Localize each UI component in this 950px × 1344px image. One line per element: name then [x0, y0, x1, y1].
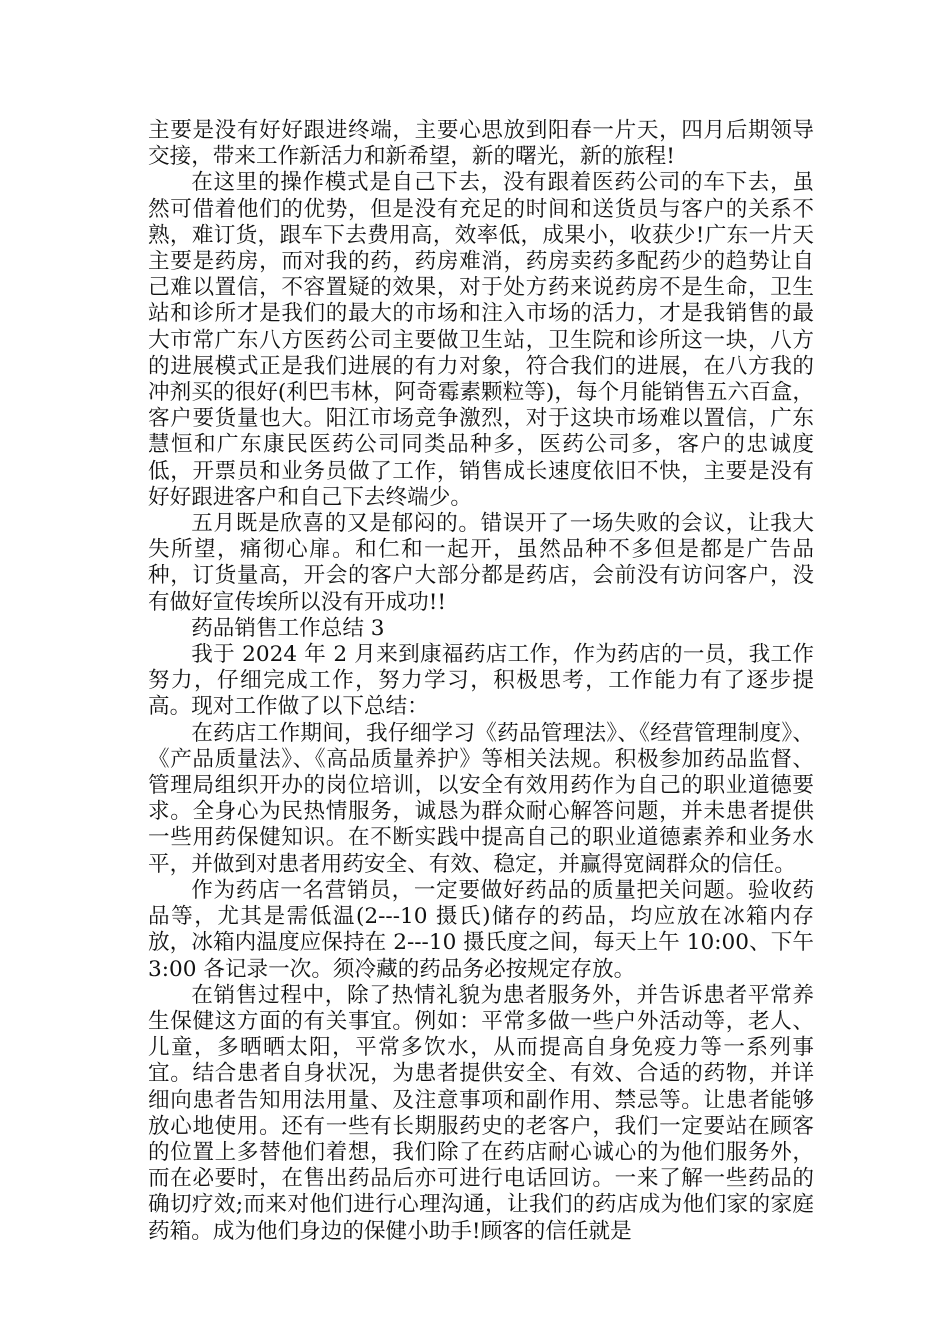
paragraph-continuation: 主要是没有好好跟进终端，主要心思放到阳春一片天，四月后期领导交接，带来工作新活力和新希望，新的曙光，新的旅程! — [148, 118, 814, 170]
paragraph-intro: 我于 2024 年 2 月来到康福药店工作，作为药店的一员，我工作努力，仔细完成工作，努力学习，积极思考，工作能力有了逐步提高。现对工作做了以下总结： — [148, 642, 814, 720]
document-page — [148, 118, 814, 1245]
paragraph-quality-control: 作为药店一名营销员，一定要做好药品的质量把关问题。验收药品等，尤其是需低温(2---10 摄氏)储存的药品，均应放在冰箱内存放，冰箱内温度应保持在 2---10 摄氏度之间，每天上午 10:00、下午 3:00 各记录一次。须冷藏的药品务必按规定存放。 — [148, 877, 814, 982]
paragraph-may-meeting: 五月既是欣喜的又是郁闷的。错误开了一场失败的会议，让我大失所望，痛彻心扉。和仁和一起开，虽然品种不多但是都是广告品种，订货量高，开会的客户大部分都是药店，会前没有访问客户，没有做好宣传埃所以没有开成功!! — [148, 511, 814, 615]
paragraph-regulations: 在药店工作期间，我仔细学习《药品管理法》、《经营管理制度》、《产品质量法》、《高品质量养护》等相关法规。积极参加药品监督、管理局组织开办的岗位培训，以安全有效用药作为自己的职业道德要求。全身心为民热情服务，诚恳为群众耐心解答问题，并未患者提供一些用药保健知识。在不断实践中提高自己的职业道德素养和业务水平，并做到对患者用药安全、有效、稳定，并赢得宽阔群众的信任。 — [148, 720, 814, 877]
paragraph-sales-process: 在销售过程中，除了热情礼貌为患者服务外，并告诉患者平常养生保健这方面的有关事宜。例如：平常多做一些户外活动等，老人、儿童，多晒晒太阳，平常多饮水，从而提高自身免疫力等一系列事宜。结合患者自身状况，为患者提供安全、有效、合适的药物，并详细向患者告知用法用量、及注意事项和副作用、禁忌等。让患者能够放心地使用。还有一些有长期服药史的老客户，我们一定要站在顾客的位置上多替他们着想，我们除了在药店耐心诚心的为他们服务外，而在必要时，在售出药品后亦可进行电话回访。一来了解一些药品的确切疗效;而来对他们进行心理沟通，让我们的药店成为他们家的家庭药箱。成为他们身边的保健小助手!顾客的信任就是 — [148, 982, 814, 1244]
paragraph-operation-mode: 在这里的操作模式是自己下去，没有跟着医药公司的车下去，虽然可借着他们的优势，但是没有充足的时间和送货员与客户的关系不熟，难订货，跟车下去费用高，效率低，成果小，收获少!广东一片天主要是药房，而对我的药，药房难消，药房卖药多配药少的趋势让自己难以置信，不容置疑的效果，对于处方药来说药房不是生命，卫生站和诊所才是我们的最大的市场和注入市场的活力，才是我销售的最大市常广东八方医药公司主要做卫生站，卫生院和诊所这一块，八方的进展模式正是我们进展的有力对象，符合我们的进展，在八方我的冲剂买的很好(利巴韦林，阿奇霉素颗粒等)，每个月能销售五六百盒，客户要货量也大。阳江市场竞争激烈，对于这块市场难以置信，广东慧恒和广东康民医药公司同类品种多，医药公司多，客户的忠诚度低，开票员和业务员做了工作，销售成长速度依旧不快，主要是没有好好跟进客户和自己下去终端少。 — [148, 170, 814, 510]
section-heading: 药品销售工作总结 3 — [191, 615, 385, 641]
